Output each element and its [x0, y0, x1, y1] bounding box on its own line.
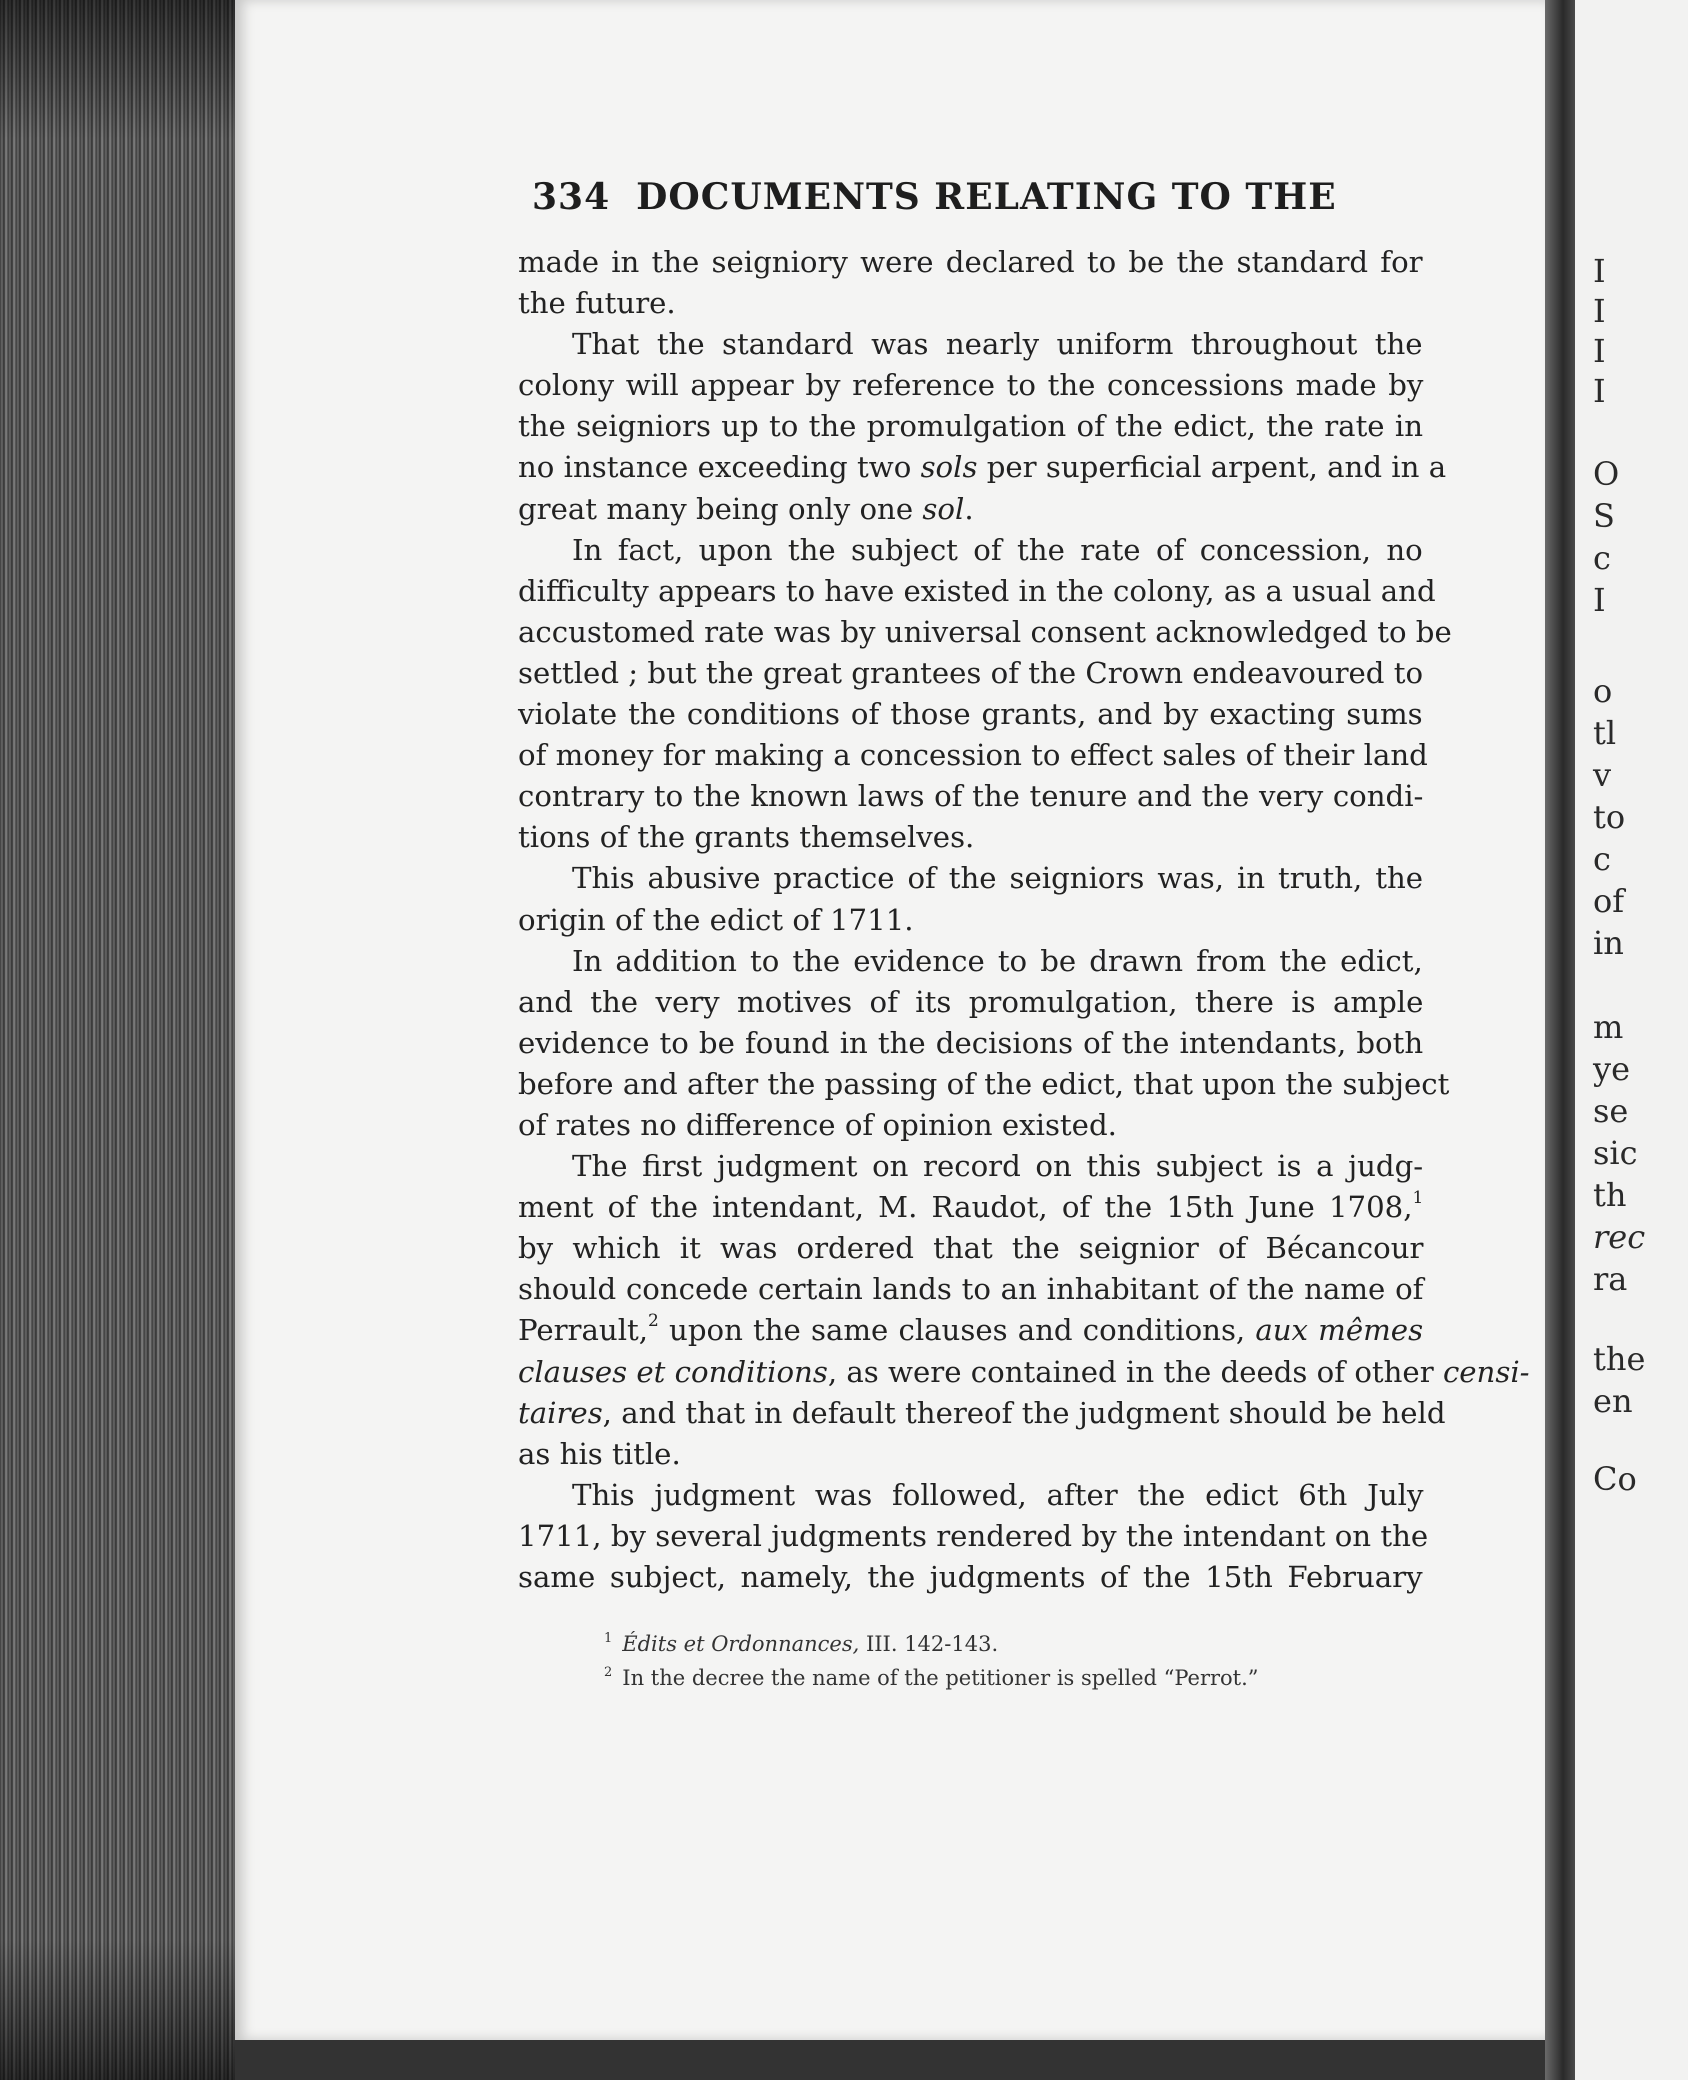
text-line: made in the seigniory were declared to be the standard for — [518, 245, 1423, 279]
facing-line: S — [1593, 497, 1615, 535]
text-line: by which it was ordered that the seignior of Bécancour — [518, 1231, 1424, 1266]
facing-line: the — [1593, 1340, 1646, 1378]
text-line: In fact, upon the subject of the rate of concession, no — [572, 532, 1423, 567]
page-number: 334 — [532, 176, 611, 218]
footnote-ref: 1 — [1412, 1188, 1424, 1209]
text-line: of money for making a concession to effect sales of their land — [518, 738, 1428, 773]
text-line: In addition to the evidence to be drawn from the edict, — [572, 943, 1423, 978]
book-gutter — [1545, 0, 1575, 2080]
text-line: This judgment was followed, after the edict 6th July — [572, 1477, 1424, 1512]
text-line: before and after the passing of the edict, that upon the subject — [518, 1066, 1450, 1101]
facing-line: I — [1593, 252, 1606, 290]
facing-line: O — [1593, 455, 1620, 493]
text-line: 1711, by several judgments rendered by the intendant on the — [518, 1518, 1429, 1553]
facing-line: ye — [1593, 1050, 1631, 1088]
facing-page-fragment — [1575, 0, 1688, 2080]
text-line: of rates no difference of opinion existed. — [518, 1107, 1117, 1142]
facing-line: se — [1593, 1092, 1629, 1130]
facing-line: m — [1593, 1008, 1624, 1046]
book-edge-shadow — [0, 0, 235, 2080]
facing-line: sic — [1593, 1134, 1638, 1172]
text-line: origin of the edict of 1711. — [518, 902, 914, 937]
text-line: great many being only one sol. — [518, 491, 974, 526]
text-line: colony will appear by reference to the concessions made by — [518, 368, 1424, 403]
facing-line: I — [1593, 581, 1606, 619]
text-line: the future. — [518, 286, 676, 321]
text-line: clauses et conditions, as were contained in the deeds of other censi- — [518, 1354, 1530, 1389]
text-line: taires, and that in default thereof the judgment should be held — [518, 1395, 1446, 1430]
facing-line: rec — [1593, 1218, 1646, 1256]
text-line: the seigniors up to the promulgation of the edict, the rate in — [518, 409, 1423, 444]
text-line: evidence to be found in the decisions of the intendants, both — [518, 1025, 1424, 1060]
text-line: should concede certain lands to an inhabitant of the name of — [518, 1272, 1424, 1307]
facing-line: c — [1593, 539, 1611, 577]
text-line: violate the conditions of those grants, and by exacting sums — [518, 697, 1423, 732]
facing-line: th — [1593, 1176, 1627, 1214]
facing-line: to — [1593, 798, 1626, 836]
footnote-ref: 2 — [648, 1311, 659, 1332]
text-line: Perrault,$^2$ upon the same clauses and conditions, aux mêmes — [518, 1311, 1424, 1348]
text-line: This abusive practice of the seigniors was, in truth, the — [572, 861, 1424, 896]
facing-line: c — [1593, 840, 1611, 878]
text-line: That the standard was nearly uniform throughout the — [572, 327, 1423, 362]
facing-line: en — [1593, 1382, 1633, 1420]
facing-line: I — [1593, 292, 1606, 330]
text-line: same subject, namely, the judgments of the 15th February — [518, 1560, 1423, 1594]
page-bottom-edge — [235, 2040, 1555, 2080]
text-line: and the very motives of its promulgation, there is ample — [518, 984, 1424, 1019]
text-line: difficulty appears to have existed in the colony, as a usual and — [518, 573, 1436, 608]
text-line: accustomed rate was by universal consent acknowledged to be — [518, 614, 1452, 649]
footnotes — [604, 1627, 1364, 1695]
footnote-1: $^1$ Édits et Ordonnances, III. 142-143. — [604, 1631, 999, 1656]
body-text — [518, 242, 1530, 1598]
text-line: tions of the grants themselves. — [518, 820, 975, 855]
text-line: The first judgment on record on this subject is a judg- — [572, 1149, 1424, 1184]
facing-line: I — [1593, 332, 1606, 370]
facing-line: tl — [1593, 714, 1617, 752]
running-header — [532, 176, 1432, 218]
running-title: DOCUMENTS RELATING TO THE — [636, 176, 1337, 218]
facing-line: o — [1593, 672, 1613, 710]
text-line: ment of the intendant, M. Raudot, of the 15th June 1708,$^1$ — [518, 1188, 1424, 1225]
footnote-2: $^2$ In the decree the name of the petitioner is spelled “Perrot.” — [604, 1665, 1259, 1690]
facing-line: Co — [1593, 1460, 1637, 1498]
facing-line: I — [1593, 372, 1606, 410]
facing-line: in — [1593, 924, 1624, 962]
text-line: as his title. — [518, 1436, 681, 1471]
facing-line: ra — [1593, 1260, 1628, 1298]
facing-line: v — [1593, 756, 1612, 794]
text-line: settled ; but the great grantees of the Crown endeavoured to — [518, 655, 1424, 690]
facing-line: of — [1593, 882, 1625, 920]
text-line: contrary to the known laws of the tenure and the very condi- — [518, 779, 1424, 814]
text-line: no instance exceeding two sols per superficial arpent, and in a — [518, 450, 1447, 485]
